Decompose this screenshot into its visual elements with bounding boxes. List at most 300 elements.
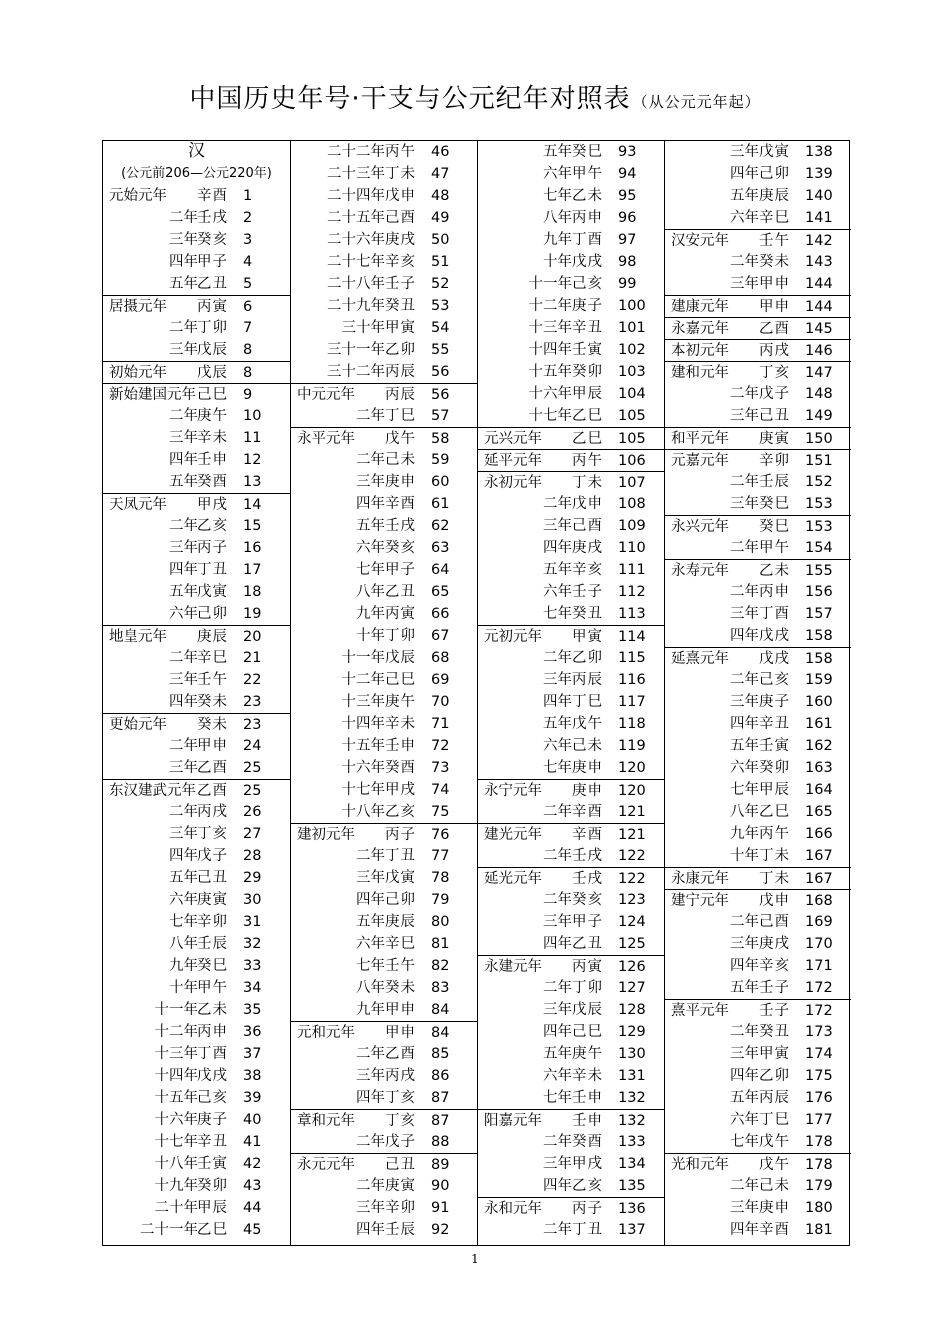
ad-year: 2 <box>243 210 253 226</box>
ad-year: 40 <box>243 1112 262 1128</box>
table-row <box>665 999 851 1021</box>
ganzhi: 癸丑 <box>385 298 416 314</box>
ad-year: 115 <box>618 650 646 666</box>
reign-year: 二年 <box>169 518 198 534</box>
ganzhi: 乙丑 <box>197 276 228 292</box>
ganzhi: 辛巳 <box>759 210 790 226</box>
ganzhi: 丁未 <box>572 475 603 491</box>
reign-year: 四年 <box>543 694 572 710</box>
table-row <box>103 493 290 515</box>
ad-year: 7 <box>243 320 253 336</box>
ad-year: 179 <box>805 1178 833 1194</box>
reign-year: 十一年 <box>154 1002 198 1018</box>
ganzhi: 乙巳 <box>572 408 603 424</box>
reign-year: 二十八年 <box>327 276 385 292</box>
era-name: 永初元年 <box>484 475 542 491</box>
table-row <box>665 757 851 779</box>
ad-year: 154 <box>805 540 833 556</box>
ad-year: 10 <box>243 408 262 424</box>
ad-year: 65 <box>431 584 450 600</box>
ad-year: 114 <box>618 629 646 645</box>
ad-year: 45 <box>243 1222 262 1238</box>
ad-year: 163 <box>805 760 833 776</box>
reign-year: 七年 <box>543 760 572 776</box>
ad-year: 139 <box>805 166 833 182</box>
reign-year: 二年 <box>543 1222 572 1238</box>
reign-year: 二十三年 <box>327 166 385 182</box>
reign-year: 十七年 <box>528 408 572 424</box>
table-row <box>478 867 664 889</box>
ganzhi: 庚寅 <box>197 892 228 908</box>
reign-year: 三年 <box>169 342 198 358</box>
ganzhi: 丙午 <box>759 826 790 842</box>
reign-year: 四年 <box>169 694 198 710</box>
reign-year: 三年 <box>543 518 572 534</box>
reign-year: 三年 <box>543 1002 572 1018</box>
era-name: 和平元年 <box>671 431 729 447</box>
table-row <box>478 889 664 911</box>
table-row <box>291 1131 477 1153</box>
ad-year: 99 <box>618 276 637 292</box>
ganzhi: 癸巳 <box>759 496 790 512</box>
ganzhi: 庚申 <box>385 474 416 490</box>
ad-year: 83 <box>431 980 450 996</box>
reign-year: 十五年 <box>528 364 572 380</box>
ad-year: 100 <box>618 298 646 314</box>
table-row <box>665 471 851 493</box>
table-row <box>103 1197 290 1219</box>
ganzhi: 甲申 <box>385 1025 416 1041</box>
reign-year: 十二年 <box>154 1024 198 1040</box>
ad-year: 50 <box>431 232 450 248</box>
ad-year: 39 <box>243 1090 262 1106</box>
ganzhi: 庚辰 <box>385 914 416 930</box>
table-row <box>291 647 477 669</box>
ganzhi: 壬辰 <box>197 936 228 952</box>
ganzhi: 甲戌 <box>572 1156 603 1172</box>
ad-year: 113 <box>618 606 646 622</box>
table-row <box>291 449 477 471</box>
ganzhi: 辛巳 <box>197 650 228 666</box>
ganzhi: 壬午 <box>385 958 416 974</box>
era-name: 永平元年 <box>297 431 355 447</box>
reign-year: 二年 <box>356 1046 385 1062</box>
ad-year: 58 <box>431 431 450 447</box>
ganzhi: 己酉 <box>572 518 603 534</box>
table-row <box>478 383 664 405</box>
table-row <box>478 1109 664 1131</box>
table-row <box>478 471 664 493</box>
ganzhi: 乙酉 <box>197 760 228 776</box>
ad-year: 109 <box>618 518 646 534</box>
ad-year: 88 <box>431 1134 450 1150</box>
table-row <box>665 559 851 581</box>
ganzhi: 乙酉 <box>385 1046 416 1062</box>
reign-year: 三年 <box>730 496 759 512</box>
reign-year: 二年 <box>543 496 572 512</box>
ad-year: 146 <box>805 343 833 359</box>
ganzhi: 乙未 <box>197 1002 228 1018</box>
reign-year: 三年 <box>730 1200 759 1216</box>
ad-year: 175 <box>805 1068 833 1084</box>
table-row <box>103 273 290 295</box>
reign-year: 四年 <box>543 540 572 556</box>
ad-year: 35 <box>243 1002 262 1018</box>
ganzhi: 戊寅 <box>759 144 790 160</box>
ganzhi: 戊申 <box>385 188 416 204</box>
ad-year: 16 <box>243 540 262 556</box>
ganzhi: 癸未 <box>197 717 228 733</box>
ganzhi: 乙巳 <box>197 1222 228 1238</box>
reign-year: 十四年 <box>154 1068 198 1084</box>
reign-year: 五年 <box>730 188 759 204</box>
ad-year: 181 <box>805 1222 833 1238</box>
ganzhi: 己卯 <box>197 606 228 622</box>
table-row <box>291 581 477 603</box>
reign-year: 九年 <box>730 826 759 842</box>
table-row <box>103 427 290 449</box>
ad-year: 1 <box>243 188 253 204</box>
table-row <box>291 889 477 911</box>
ganzhi: 丁亥 <box>385 1113 416 1129</box>
reign-year: 三年 <box>730 606 759 622</box>
reign-year: 十七年 <box>341 782 385 798</box>
reign-year: 三十一年 <box>327 342 385 358</box>
ad-year: 71 <box>431 716 450 732</box>
ganzhi: 甲戌 <box>385 782 416 798</box>
ganzhi: 丙辰 <box>385 364 416 380</box>
table-row <box>478 669 664 691</box>
reign-year: 五年 <box>543 144 572 160</box>
table-row <box>103 471 290 493</box>
ganzhi: 壬寅 <box>572 342 603 358</box>
reign-year: 五年 <box>169 276 198 292</box>
ganzhi: 癸卯 <box>759 760 790 776</box>
ad-year: 19 <box>243 606 262 622</box>
ganzhi: 己亥 <box>759 672 790 688</box>
ganzhi: 辛巳 <box>385 936 416 952</box>
table-row <box>291 669 477 691</box>
ganzhi: 辛未 <box>572 1068 603 1084</box>
ganzhi: 丁卯 <box>572 980 603 996</box>
reign-year: 二年 <box>543 848 572 864</box>
ganzhi: 癸卯 <box>197 1178 228 1194</box>
table-row <box>478 207 664 229</box>
reign-year: 三年 <box>543 672 572 688</box>
ad-year: 60 <box>431 474 450 490</box>
ad-year: 8 <box>243 365 253 381</box>
ad-year: 111 <box>618 562 646 578</box>
reign-year: 六年 <box>169 892 198 908</box>
ad-year: 123 <box>618 892 646 908</box>
table-row <box>103 801 290 823</box>
reign-year: 二十五年 <box>327 210 385 226</box>
reign-year: 七年 <box>356 562 385 578</box>
ad-year: 53 <box>431 298 450 314</box>
ganzhi: 戊午 <box>759 1134 790 1150</box>
ad-year: 26 <box>243 804 262 820</box>
ad-year: 31 <box>243 914 262 930</box>
era-name: 建和元年 <box>671 365 729 381</box>
ganzhi: 戊辰 <box>197 342 228 358</box>
ganzhi: 甲辰 <box>197 1200 228 1216</box>
reign-year: 三年 <box>169 232 198 248</box>
ganzhi: 甲辰 <box>572 386 603 402</box>
ad-year: 170 <box>805 936 833 952</box>
reign-year: 五年 <box>169 584 198 600</box>
ganzhi: 甲寅 <box>572 629 603 645</box>
table-row <box>665 449 851 471</box>
reign-year: 三年 <box>356 1068 385 1084</box>
ganzhi: 癸巳 <box>759 519 790 535</box>
reign-year: 十四年 <box>528 342 572 358</box>
reign-year: 十六年 <box>154 1112 198 1128</box>
ad-year: 49 <box>431 210 450 226</box>
ad-year: 56 <box>431 364 450 380</box>
reign-year: 四年 <box>356 496 385 512</box>
reign-year: 五年 <box>730 738 759 754</box>
table-row <box>665 779 851 801</box>
ganzhi: 戊子 <box>759 386 790 402</box>
table-row <box>665 229 851 251</box>
era-name: 元嘉元年 <box>671 453 729 469</box>
table-row <box>478 955 664 977</box>
table-row <box>103 625 290 647</box>
ganzhi: 丙辰 <box>385 387 416 403</box>
table-row <box>103 1065 290 1087</box>
ad-year: 6 <box>243 299 253 315</box>
ad-year: 20 <box>243 629 262 645</box>
table-row <box>478 757 664 779</box>
reign-year: 八年 <box>730 804 759 820</box>
table-row <box>665 361 851 383</box>
table-row <box>665 647 851 669</box>
ad-year: 87 <box>431 1090 450 1106</box>
ad-year: 134 <box>618 1156 646 1172</box>
reign-year: 二年 <box>730 1178 759 1194</box>
table-row <box>103 1043 290 1065</box>
ad-year: 122 <box>618 871 646 887</box>
reign-year: 四年 <box>169 848 198 864</box>
ad-year: 108 <box>618 496 646 512</box>
ganzhi: 庚午 <box>197 408 228 424</box>
ganzhi: 己酉 <box>759 914 790 930</box>
ad-year: 79 <box>431 892 450 908</box>
reign-year: 十年 <box>169 980 198 996</box>
ganzhi: 戊辰 <box>197 365 228 381</box>
reign-year: 三年 <box>169 826 198 842</box>
ganzhi: 丁酉 <box>197 1046 228 1062</box>
table-row <box>478 933 664 955</box>
ad-year: 128 <box>618 1002 646 1018</box>
table-row <box>665 1065 851 1087</box>
ad-year: 97 <box>618 232 637 248</box>
reign-year: 七年 <box>730 1134 759 1150</box>
ad-year: 178 <box>805 1157 833 1173</box>
table-row <box>103 911 290 933</box>
ganzhi: 己丑 <box>759 408 790 424</box>
ganzhi: 戊寅 <box>197 584 228 600</box>
ganzhi: 庚辰 <box>759 188 790 204</box>
ganzhi: 丁亥 <box>197 826 228 842</box>
era-name: 章和元年 <box>297 1113 355 1129</box>
ganzhi: 己巳 <box>572 1024 603 1040</box>
ad-year: 173 <box>805 1024 833 1040</box>
ganzhi: 癸亥 <box>572 892 603 908</box>
ad-year: 23 <box>243 694 262 710</box>
ad-year: 75 <box>431 804 450 820</box>
ad-year: 5 <box>243 276 253 292</box>
table-row <box>478 449 664 471</box>
era-name: 光和元年 <box>671 1157 729 1173</box>
page-number: 1 <box>471 1252 479 1266</box>
reign-year: 二年 <box>356 408 385 424</box>
ganzhi: 丙寅 <box>385 606 416 622</box>
ganzhi: 丁卯 <box>197 320 228 336</box>
era-name: 延熹元年 <box>671 651 729 667</box>
era-name: 建光元年 <box>484 827 542 843</box>
table-row <box>291 845 477 867</box>
reign-year: 五年 <box>730 1090 759 1106</box>
era-name: 初始元年 <box>109 365 167 381</box>
ganzhi: 壬午 <box>197 672 228 688</box>
reign-year: 二年 <box>730 1024 759 1040</box>
ganzhi: 甲申 <box>385 1002 416 1018</box>
reign-year: 二十二年 <box>327 144 385 160</box>
ganzhi: 甲申 <box>197 738 228 754</box>
ad-year: 133 <box>618 1134 646 1150</box>
table-row <box>478 339 664 361</box>
era-name: 元兴元年 <box>484 431 542 447</box>
ganzhi: 己酉 <box>385 210 416 226</box>
ad-year: 12 <box>243 452 262 468</box>
table-row <box>291 185 477 207</box>
reign-year: 四年 <box>730 1068 759 1084</box>
table-row <box>103 691 290 713</box>
reign-year: 九年 <box>356 1002 385 1018</box>
ganzhi: 丙寅 <box>572 959 603 975</box>
table-row <box>665 339 851 361</box>
ad-year: 81 <box>431 936 450 952</box>
dynasty-range: (公元前206—公元220年) <box>121 166 272 181</box>
ad-year: 70 <box>431 694 450 710</box>
table-row <box>665 669 851 691</box>
reign-year: 十九年 <box>154 1178 198 1194</box>
reign-year: 十一年 <box>528 276 572 292</box>
table-row <box>103 251 290 273</box>
page-title <box>0 78 950 115</box>
ganzhi: 壬寅 <box>197 1156 228 1172</box>
ganzhi: 乙卯 <box>385 342 416 358</box>
table-row <box>103 361 290 383</box>
ad-year: 63 <box>431 540 450 556</box>
reign-year: 二年 <box>543 1134 572 1150</box>
era-name: 东汉建武元年 <box>109 783 196 799</box>
reign-year: 四年 <box>543 936 572 952</box>
ganzhi: 壬戌 <box>385 518 416 534</box>
ganzhi: 戊寅 <box>385 870 416 886</box>
ad-year: 158 <box>805 628 833 644</box>
table-row <box>665 1109 851 1131</box>
era-name: 永康元年 <box>671 871 729 887</box>
table-row <box>665 207 851 229</box>
ganzhi: 辛亥 <box>759 958 790 974</box>
ganzhi: 癸未 <box>385 980 416 996</box>
table-row <box>291 559 477 581</box>
ganzhi: 庚寅 <box>759 431 790 447</box>
table-row <box>291 1109 477 1131</box>
table-row <box>478 911 664 933</box>
reign-year: 十八年 <box>154 1156 198 1172</box>
ganzhi: 丁丑 <box>572 1222 603 1238</box>
ad-year: 142 <box>805 233 833 249</box>
ganzhi: 乙巳 <box>572 431 603 447</box>
ad-year: 59 <box>431 452 450 468</box>
table-row <box>478 1175 664 1197</box>
reign-year: 四年 <box>730 958 759 974</box>
reign-year: 四年 <box>356 1090 385 1106</box>
table-row <box>291 295 477 317</box>
table-column-2 <box>291 141 478 1245</box>
ad-year: 107 <box>618 475 646 491</box>
table-row <box>291 537 477 559</box>
table-row <box>665 273 851 295</box>
ganzhi: 甲午 <box>572 166 603 182</box>
reign-year: 十六年 <box>341 760 385 776</box>
ganzhi: 壬子 <box>759 980 790 996</box>
ad-year: 17 <box>243 562 262 578</box>
era-name: 中元元年 <box>297 387 355 403</box>
table-row <box>478 581 664 603</box>
table-row <box>665 383 851 405</box>
ganzhi: 乙亥 <box>572 1178 603 1194</box>
ganzhi: 庚午 <box>572 1046 603 1062</box>
ganzhi: 甲子 <box>197 254 228 270</box>
table-row <box>665 889 851 911</box>
ganzhi: 癸巳 <box>197 958 228 974</box>
ganzhi: 丁丑 <box>385 848 416 864</box>
reign-year: 二十年 <box>154 1200 198 1216</box>
table-row <box>478 603 664 625</box>
table-row <box>478 361 664 383</box>
reign-year: 六年 <box>543 738 572 754</box>
table-row <box>103 823 290 845</box>
table-row <box>103 955 290 977</box>
ganzhi: 乙巳 <box>759 804 790 820</box>
ad-year: 27 <box>243 826 262 842</box>
ad-year: 161 <box>805 716 833 732</box>
table-row <box>665 581 851 603</box>
reign-year: 六年 <box>543 1068 572 1084</box>
table-row <box>291 207 477 229</box>
reign-year: 二年 <box>356 1134 385 1150</box>
ganzhi: 壬午 <box>759 233 790 249</box>
ad-year: 86 <box>431 1068 450 1084</box>
reign-year: 三年 <box>730 144 759 160</box>
table-row <box>478 823 664 845</box>
ad-year: 62 <box>431 518 450 534</box>
table-row <box>478 317 664 339</box>
ad-year: 156 <box>805 584 833 600</box>
reign-year: 六年 <box>730 1112 759 1128</box>
ganzhi: 戊戌 <box>759 651 790 667</box>
era-name: 本初元年 <box>671 343 729 359</box>
table-row <box>478 1131 664 1153</box>
reign-year: 三年 <box>169 760 198 776</box>
ganzhi: 己亥 <box>197 1090 228 1106</box>
reign-year: 四年 <box>169 254 198 270</box>
ganzhi: 壬申 <box>197 452 228 468</box>
